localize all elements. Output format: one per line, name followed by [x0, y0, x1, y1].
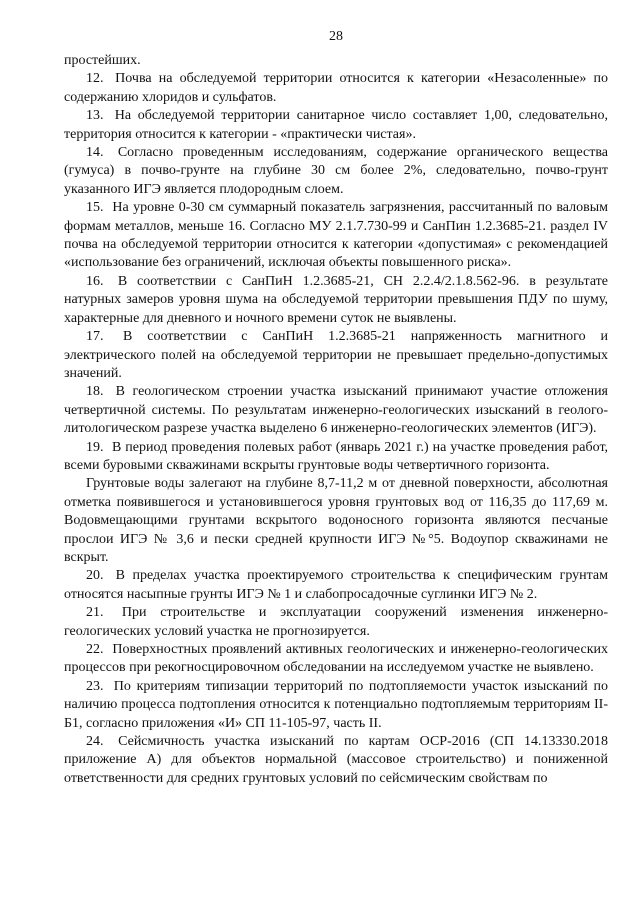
paragraph-number: 15. — [86, 200, 104, 216]
paragraph-groundwater — [64, 475, 608, 567]
document-page — [64, 28, 608, 788]
paragraph-text: В соответствии с СанПиН 1.2.3685-21 напряженность магнитного и электрического полей на обследуемой территории не превышает предельно-допустимых значений. — [64, 329, 609, 381]
paragraph-number: 23. — [86, 678, 104, 694]
paragraph-text: При строительстве и эксплуатации сооружений изменения инженерно-геологических условий участка не прогнозируется. — [64, 605, 609, 639]
paragraph-20 — [64, 567, 608, 604]
paragraph-24 — [64, 733, 608, 788]
paragraph-number: 17. — [86, 329, 104, 345]
paragraph-text: Согласно проведенным исследованиям, содержание органического вещества (гумуса) в почво-грунте на глубине 30 см более 2%, следовательно, почво-грунт указанного ИГЭ является плодородным слоем. — [64, 145, 608, 197]
paragraph-text: Сейсмичность участка изысканий по картам ОСР-2016 (СП 14.13330.2018 приложение А) для объектов нормальной (массовое строительство) и пониженной ответственности для средних грунтовых условий по сейсмическим свойствам по — [64, 734, 609, 786]
paragraph-17 — [64, 328, 608, 383]
paragraph-number: 21. — [86, 605, 104, 621]
paragraph-23 — [64, 678, 608, 733]
paragraph-text: Поверхностных проявлений активных геологических и инженерно-геологических процессов при рекогносцировочном обследовании на исследуемом участке не выявлено. — [64, 642, 608, 676]
paragraph-21 — [64, 604, 608, 641]
paragraph-text: В пределах участка проектируемого строительства к специфическим грунтам относятся насыпные грунты ИГЭ № 1 и слабопросадочные суглинки ИГЭ № 2. — [64, 568, 609, 602]
paragraph-16 — [64, 273, 608, 328]
paragraph-13 — [64, 107, 608, 144]
paragraph-text: Почва на обследуемой территории относится к категории «Незасоленные» по содержанию хлоридов и сульфатов. — [64, 71, 608, 105]
paragraph-number: 13. — [86, 108, 104, 124]
paragraph-15 — [64, 199, 608, 273]
paragraph-number: 18. — [86, 384, 104, 400]
paragraph-14 — [64, 144, 608, 199]
paragraph-text: На обследуемой территории санитарное число составляет 1,00, следовательно, территория относится к категории - «практически чистая». — [64, 108, 608, 142]
paragraph-number: 14. — [86, 145, 104, 161]
paragraph-number: 22. — [86, 642, 104, 657]
paragraph-text: На уровне 0-30 см суммарный показатель загрязнения, рассчитанный по валовым формам металлов, меньше 16. Согласно МУ 2.1.7.730-99 и СанПин 1.2.3685-21. раздел IV почва на обследуемой территории относится к категории «допустимая» с рекомендацией «использование без ограничений, исключая объекты повышенного риска». — [64, 200, 609, 271]
page-number: 28 — [329, 29, 343, 44]
paragraph-continuation — [64, 52, 608, 70]
paragraph-text: В период проведения полевых работ (январь 2021 г.) на участке проведения работ, всеми буровыми скважинами вскрыты грунтовые воды четвертичного горизонта. — [64, 439, 609, 473]
paragraph-12 — [64, 70, 608, 107]
paragraph-text: Грунтовые воды залегают на глубине 8,7-11,2 м от дневной поверхности, абсолютная отметка появившегося и установившегося уровня грунтовых вод от 116,35 до 117,69 м. Водовмещающими грунтами вскрытого водоносного горизонта являются песчаные прослои ИГЭ № 3,6 и пески средней крупности ИГЭ №°5. Водоупор скважинами не вскрыт. — [64, 476, 608, 565]
paragraph-number: 20. — [86, 568, 104, 584]
paragraph-number: 12. — [86, 71, 104, 87]
paragraph-text: простейших. — [64, 53, 141, 68]
paragraph-18 — [64, 383, 608, 438]
paragraph-number: 16. — [86, 273, 104, 289]
paragraph-text: В соответствии с СанПиН 1.2.3685-21, СН 2.2.4/2.1.8.562-96. в результате натурных замеров уровня шума на обследуемой территории превышения ПДУ по шуму, характерные для дневного и ночного времени суток не выявлены. — [64, 273, 608, 326]
paragraph-number: 19. — [86, 439, 104, 455]
paragraph-number: 24. — [86, 734, 104, 750]
paragraph-22 — [64, 641, 608, 678]
paragraph-text: В геологическом строении участка изысканий принимают участие отложения четвертичной системы. По результатам инженерно-геологических изысканий в геолого-литологическом разрезе участка выделено 6 инженерно-геологических элементов (ИГЭ). — [64, 384, 608, 437]
paragraph-19 — [64, 439, 608, 476]
paragraph-text: По критериям типизации территорий по подтопляемости участок изысканий по наличию процесса подтопления относится к потенциально подтопляемым территориям II-Б1, согласно приложения «И» СП 11-105-97, часть II. — [64, 678, 609, 731]
